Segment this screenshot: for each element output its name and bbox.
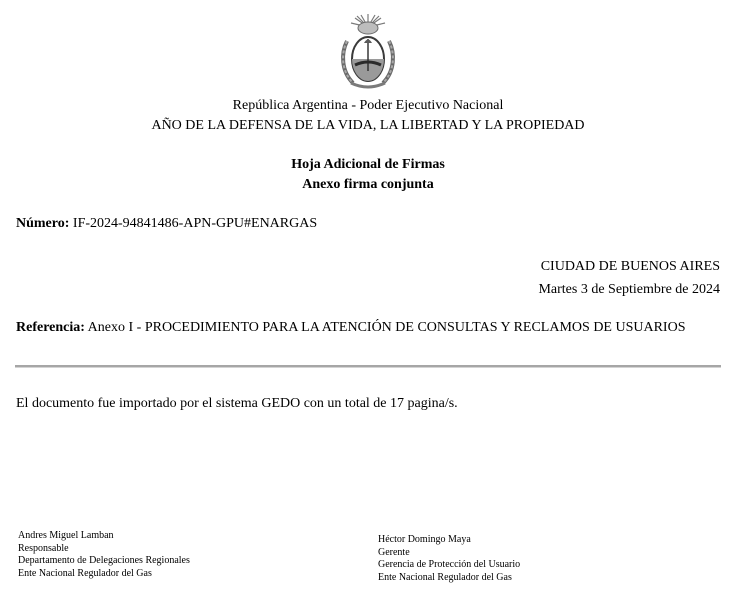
document-date: Martes 3 de Septiembre de 2024 (538, 282, 720, 297)
referencia-row (16, 318, 686, 338)
signer-department: Gerencia de Protección del Usuario (378, 559, 521, 570)
document-subtitle: Anexo firma conjunta (302, 177, 434, 192)
signer-entity: Ente Nacional Regulador del Gas (18, 567, 152, 579)
signer-block-right (378, 534, 520, 584)
coat-of-arms-seal-icon (337, 13, 399, 91)
referencia-value: Anexo I - PROCEDIMIENTO PARA LA ATENCIÓN DE CONSULTAS Y RECLAMOS DE USUARIOS (87, 320, 686, 335)
numero-value: IF-2024-94841486-APN-GPU#ENARGAS (72, 216, 318, 231)
header-year-motto: AÑO DE LA DEFENSA DE LA VIDA, LA LIBERTAD Y LA PROPIEDAD (151, 118, 585, 133)
numero-label: Número: (16, 216, 70, 231)
referencia-label: Referencia: (16, 320, 85, 335)
signer-name: Héctor Domingo Maya (378, 534, 471, 545)
signer-entity: Ente Nacional Regulador del Gas (378, 571, 512, 583)
signer-role: Responsable (18, 542, 69, 554)
numero-row (16, 214, 317, 234)
signer-block-left (18, 530, 190, 580)
document-title: Hoja Adicional de Firmas (291, 157, 445, 172)
place-city: CIUDAD DE BUENOS AIRES (540, 259, 720, 274)
signer-name: Andres Miguel Lamban (18, 530, 114, 541)
signer-role: Gerente (378, 546, 410, 558)
header-government-line: República Argentina - Poder Ejecutivo Nacional (232, 98, 504, 113)
section-divider (15, 365, 721, 368)
signer-department: Departamento de Delegaciones Regionales (18, 555, 190, 566)
import-notice: El documento fue importado por el sistema GEDO con un total de 17 pagina/s. (16, 396, 458, 411)
